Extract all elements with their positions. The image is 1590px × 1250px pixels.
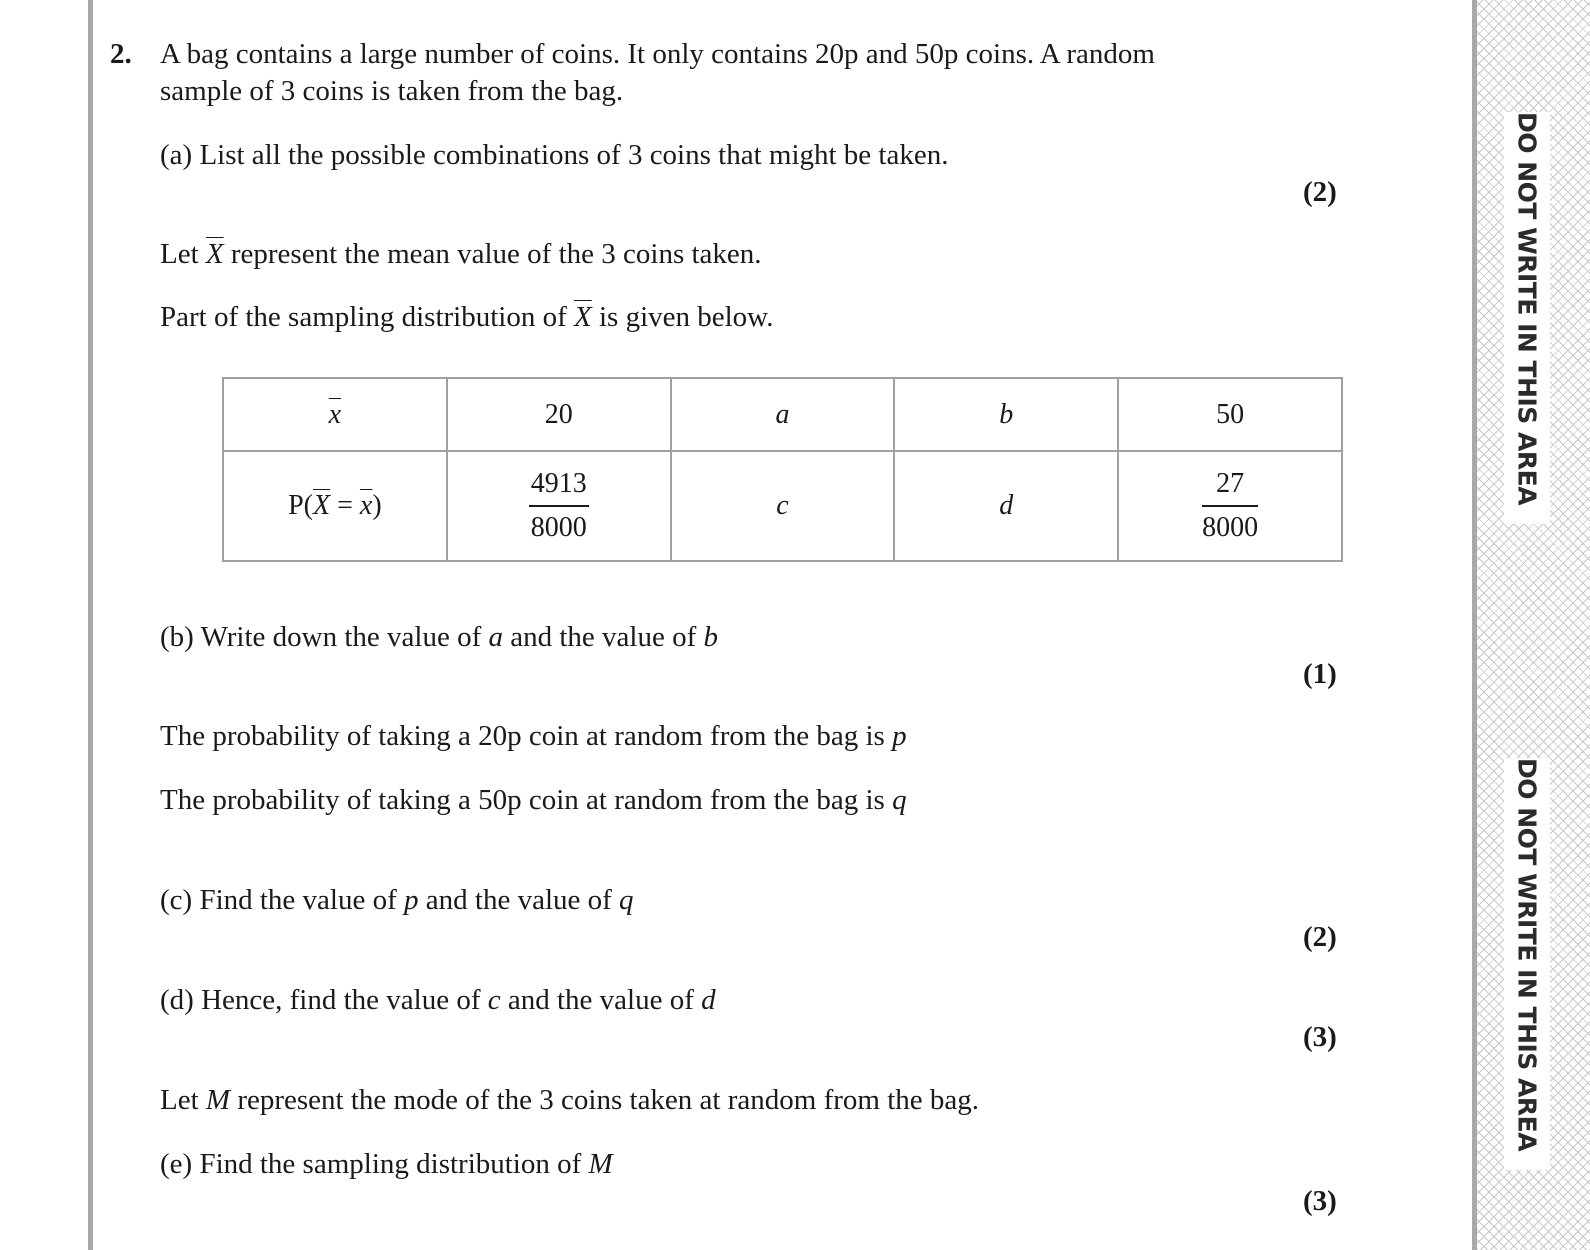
- part-c-label: (c): [160, 884, 193, 916]
- part-c-marks: (2): [1303, 921, 1337, 953]
- part-b-label: (b): [160, 621, 194, 653]
- table-prob-cell: d: [894, 451, 1118, 561]
- question-intro-line2: sample of 3 coins is taken from the bag.: [160, 75, 624, 107]
- table-value-cell: b: [894, 378, 1118, 451]
- let-x-post: represent the mean value of the 3 coins taken.: [223, 238, 762, 270]
- let-x-pre: Let: [160, 238, 206, 270]
- fraction: $\frac{4913}{8000}$: [530, 468, 587, 543]
- part-of-post: is given below.: [591, 301, 774, 333]
- table-row-probabilities: [223, 451, 1342, 561]
- table-value-cell: 50: [1118, 378, 1342, 451]
- question-number: 2.: [110, 38, 132, 70]
- do-not-write-label-top: DO NOT WRITE IN THIS AREA: [1512, 112, 1542, 506]
- part-a-label: (a): [160, 139, 193, 171]
- table-header-probability: $P(\overline{X} = \overline{x})$: [223, 451, 447, 561]
- do-not-write-label-bottom: DO NOT WRITE IN THIS AREA: [1512, 758, 1542, 1152]
- let-m-sentence: Let M represent the mode of the 3 coins taken at random from the bag.: [160, 1084, 979, 1116]
- part-e-text: (e) Find the sampling distribution of M: [160, 1148, 613, 1180]
- part-of-distribution-sentence: [160, 299, 774, 336]
- probability-p-sentence: The probability of taking a 20p coin at random from the bag is p: [160, 720, 907, 752]
- table-value-cell: 20: [447, 378, 671, 451]
- part-a-marks: (2): [1303, 176, 1337, 208]
- part-e-marks: (3): [1303, 1185, 1337, 1217]
- part-e-label: (e): [160, 1148, 193, 1180]
- probability-q-sentence: The probability of taking a 50p coin at random from the bag is q: [160, 784, 907, 816]
- question-intro-line1: A bag contains a large number of coins. It only contains 20p and 50p coins. A random: [160, 38, 1155, 70]
- part-of-pre: Part of the sampling distribution of: [160, 301, 575, 333]
- part-b-text: (b) Write down the value of a and the value of b: [160, 621, 719, 653]
- x-bar-symbol: $\overline{X}$: [205, 238, 224, 270]
- part-a-question: List all the possible combinations of 3 coins that might be taken.: [199, 139, 949, 171]
- part-c-text: (c) Find the value of p and the value of q: [160, 884, 634, 916]
- part-a-text: [160, 137, 948, 174]
- table-prob-cell: c: [671, 451, 895, 561]
- part-d-marks: (3): [1303, 1021, 1337, 1053]
- sampling-distribution-table: [222, 377, 1343, 562]
- table-prob-cell: [1118, 451, 1342, 561]
- table-row-values: [223, 378, 1342, 451]
- let-x-sentence: [160, 236, 762, 273]
- left-margin-rule: [88, 0, 93, 1250]
- table-value-cell: a: [671, 378, 895, 451]
- table-header-xbar: $\overline{x}$: [223, 378, 447, 451]
- part-b-marks: (1): [1303, 658, 1337, 690]
- fraction: $\frac{27}{8000}$: [1202, 468, 1259, 543]
- x-bar-symbol: $\overline{X}$: [574, 301, 592, 333]
- part-d-label: (d): [160, 984, 194, 1016]
- part-d-text: (d) Hence, find the value of c and the value of d: [160, 984, 716, 1016]
- table-prob-cell: [447, 451, 671, 561]
